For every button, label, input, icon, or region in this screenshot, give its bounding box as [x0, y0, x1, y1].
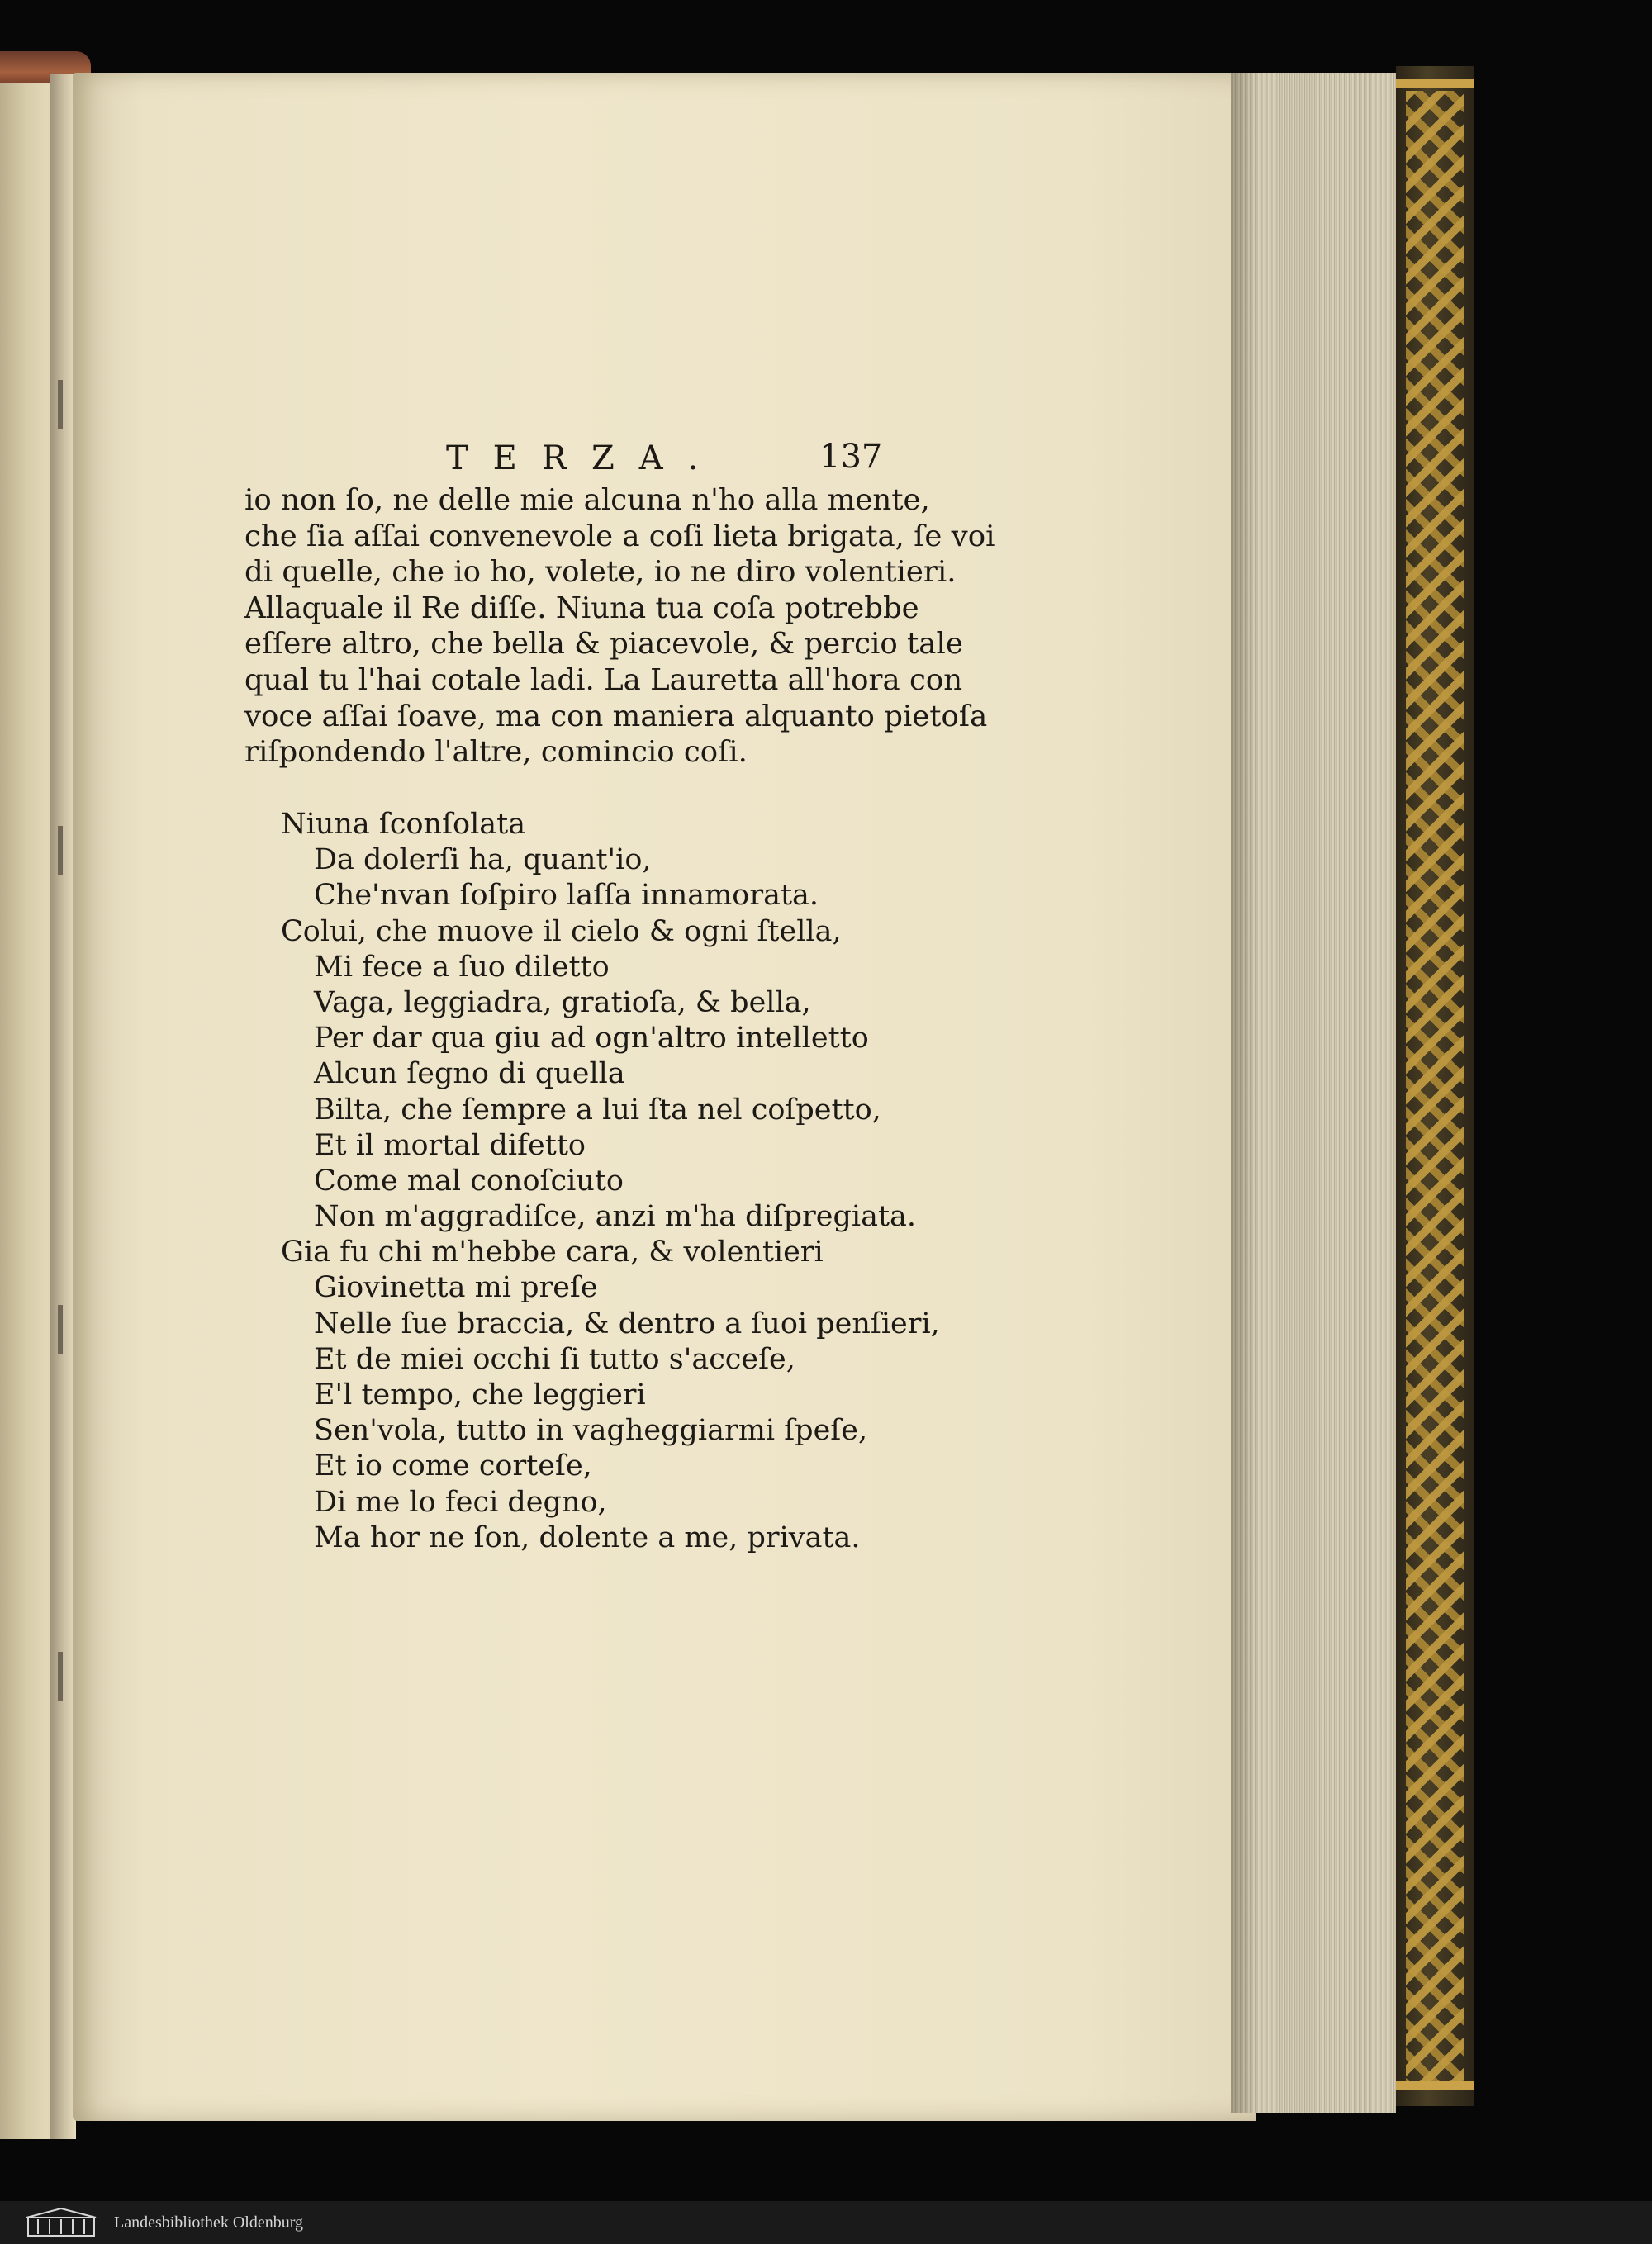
verse-line: Gia fu chi m'hebbe cara, & volentieri [281, 1236, 824, 1269]
verse-line: Da dolerſi ha, quant'io, [314, 843, 652, 877]
verse-line: Vaga, leggiadra, gratioſa, & bella, [314, 985, 811, 1019]
verse-line: Sen'vola, tutto in vagheggiarmi ſpeſe, [314, 1414, 868, 1448]
verse-line: Nelle ſue braccia, & dentro a ſuoi penſieri, [314, 1307, 940, 1340]
verse-line: Et de miei occhi ſi tutto s'acceſe, [314, 1342, 795, 1376]
library-name[interactable]: Landesbibliothek Oldenburg [114, 2213, 304, 2232]
verse-line: Alcun ſegno di quella [314, 1057, 625, 1091]
prose-line: riſpondendo l'altre, comincio coſi. [244, 735, 748, 770]
verse-line: E'l tempo, che leggieri [314, 1378, 646, 1411]
prose-line: eſſere altro, che bella & piacevole, & percio tale [244, 627, 963, 662]
verse-line: Ma hor ne ſon, dolente a me, privata. [314, 1521, 861, 1554]
verse-line: Et il mortal difetto [314, 1128, 586, 1162]
poem [281, 807, 940, 1556]
library-footer [0, 2201, 1652, 2244]
prose-line: io non ſo, ne delle mie alcuna n'ho alla mente, [244, 483, 930, 517]
prose-line: Allaquale il Re diſſe. Niuna tua coſa potrebbe [244, 591, 919, 625]
verse-line: Per dar qua giu ad ogn'altro intelletto [314, 1022, 869, 1056]
prose-line: qual tu l'hai cotale ladi. La Lauretta all'hora con [244, 662, 963, 697]
prose-line: voce aſſai ſoave, ma con maniera alquanto pietoſa [244, 699, 988, 733]
verse-line: Di me lo feci degno, [314, 1485, 607, 1519]
verse-line: Giovinetta mi preſe [314, 1271, 598, 1305]
prose-line: che ſia aſſai convenevole a coſi lieta brigata, ſe voi [244, 519, 995, 553]
verse-line: Come mal conoſciuto [314, 1164, 624, 1198]
running-head: TERZA. [446, 439, 724, 477]
verse-line: Che'nvan ſoſpiro laſſa innamorata. [314, 879, 819, 913]
prose-line: di quelle, che io ho, volete, io ne diro volentieri. [244, 555, 957, 590]
library-building-icon [23, 2206, 99, 2239]
verse-line: Bilta, che ſempre a lui ſta nel coſpetto, [314, 1093, 881, 1127]
verse-line: Et io come corteſe, [314, 1449, 592, 1483]
verse-line: Colui, che muove il cielo & ogni ſtella, [281, 914, 842, 948]
verse-line: Non m'aggradiſce, anzi m'ha diſpregiata. [314, 1200, 917, 1234]
prose-paragraph [244, 482, 995, 771]
page-number: 137 [819, 438, 883, 476]
verse-line: Niuna ſconſolata [281, 808, 526, 841]
verse-line: Mi fece a ſuo diletto [314, 950, 610, 984]
